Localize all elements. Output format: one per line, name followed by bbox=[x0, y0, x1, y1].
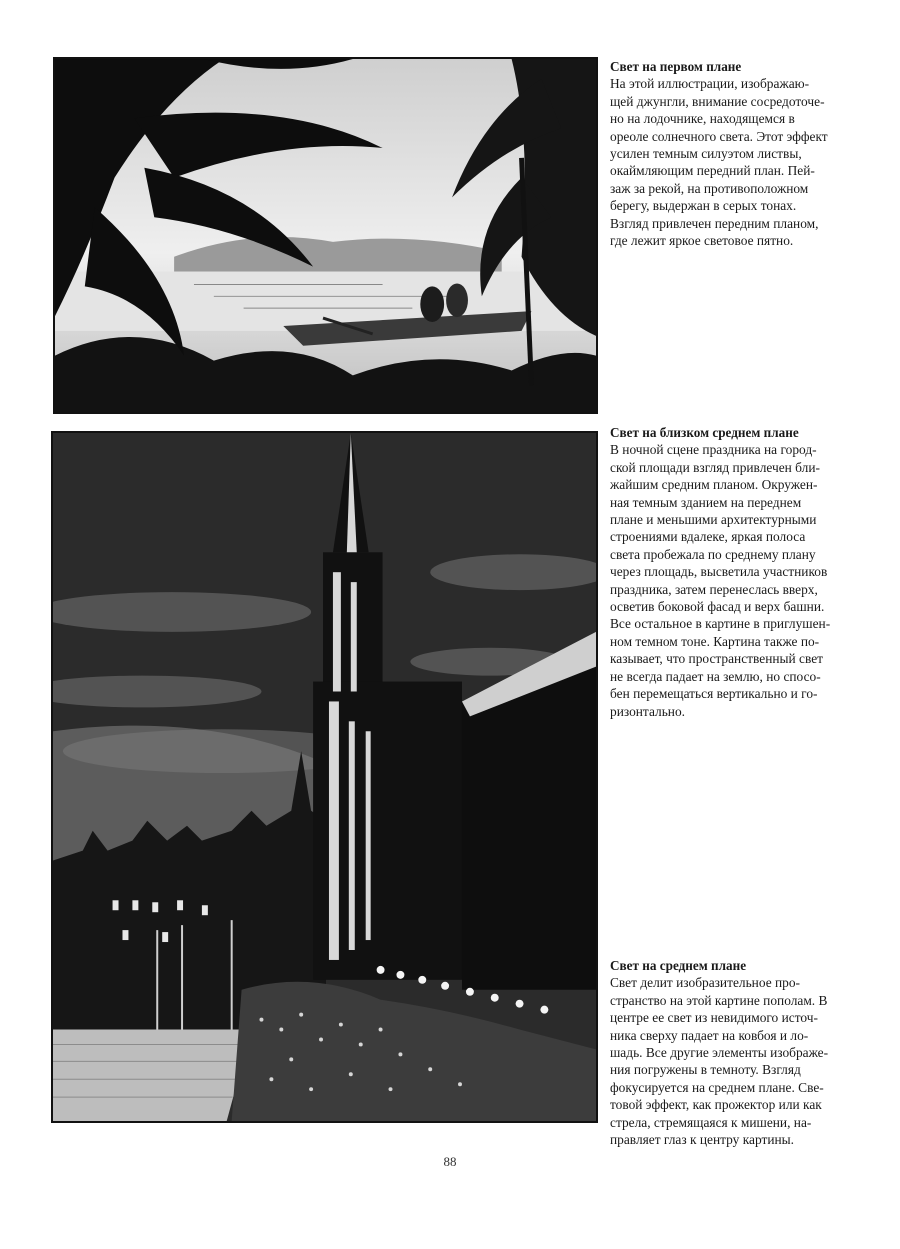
caption-line: ризонтально. bbox=[610, 703, 686, 719]
caption-line: окаймляющим передний план. Пей- bbox=[610, 163, 815, 179]
caption-line: плане и меньшими архитектурными bbox=[610, 512, 817, 528]
caption-heading: Свет на первом плане bbox=[610, 59, 742, 74]
caption-line: бен перемещаться вертикально и го- bbox=[610, 686, 818, 702]
caption-line: щей джунгли, внимание сосредоточе- bbox=[610, 93, 825, 109]
caption-line: правляет глаз к центру картины. bbox=[610, 1132, 795, 1148]
caption-line: фокусируется на среднем плане. Све- bbox=[610, 1079, 824, 1095]
caption-line: не всегда падает на землю, но спосо- bbox=[610, 668, 821, 684]
caption-foreground-light bbox=[610, 58, 868, 249]
city-square-drawing bbox=[53, 433, 596, 1121]
city-square-illustration bbox=[51, 431, 598, 1123]
caption-body bbox=[610, 75, 868, 249]
caption-line: где лежит яркое световое пятно. bbox=[610, 233, 794, 249]
caption-line: берегу, выдержан в серых тонах. bbox=[610, 198, 797, 214]
caption-line: строениями вдалеке, яркая полоса bbox=[610, 529, 806, 545]
caption-body bbox=[610, 974, 868, 1148]
caption-near-middle-light bbox=[610, 424, 868, 720]
caption-line: центре ее свет из невидимого источ- bbox=[610, 1010, 818, 1026]
jungle-illustration bbox=[53, 57, 598, 414]
caption-line: ореоле солнечного света. Этот эффект bbox=[610, 128, 828, 144]
caption-line: стрела, стремящаяся к мишени, на- bbox=[610, 1114, 812, 1130]
caption-line: но на лодочнике, находящемся в bbox=[610, 111, 795, 127]
jungle-drawing bbox=[55, 59, 596, 412]
caption-line: В ночной сцене праздника на город- bbox=[610, 442, 817, 458]
caption-line: странство на этой картине пополам. В bbox=[610, 992, 828, 1008]
caption-line: казывает, что пространственный свет bbox=[610, 651, 824, 667]
caption-line: через площадь, высветила участников bbox=[610, 564, 828, 580]
caption-line: заж за рекой, на противоположном bbox=[610, 180, 809, 196]
caption-line: ном темном тоне. Картина также по- bbox=[610, 633, 820, 649]
caption-heading: Свет на близком среднем плане bbox=[610, 425, 799, 440]
caption-line: товой эффект, как прожектор или как bbox=[610, 1097, 822, 1113]
caption-line: усилен темным силуэтом листвы, bbox=[610, 146, 802, 162]
caption-line: На этой иллюстрации, изображаю- bbox=[610, 76, 810, 92]
caption-line: ния погружены в темноту. Взгляд bbox=[610, 1062, 801, 1078]
caption-heading: Свет на среднем плане bbox=[610, 958, 747, 973]
caption-line: ная темным зданием на переднем bbox=[610, 494, 802, 510]
caption-line: света пробежала по среднему плану bbox=[610, 546, 816, 562]
caption-line: Все остальное в картине в приглушен- bbox=[610, 616, 831, 632]
caption-middle-light bbox=[610, 957, 868, 1148]
caption-line: осветив боковой фасад и верх башни. bbox=[610, 599, 825, 615]
caption-line: Свет делит изобразительное про- bbox=[610, 975, 801, 991]
caption-line: шадь. Все другие элементы изображе- bbox=[610, 1045, 829, 1061]
caption-line: праздника, затем перенеслась вверх, bbox=[610, 581, 818, 597]
caption-line: ской площади взгляд привлечен бли- bbox=[610, 459, 820, 475]
caption-line: ника сверху падает на ковбоя и ло- bbox=[610, 1027, 809, 1043]
caption-line: жайшим средним планом. Окружен- bbox=[610, 477, 818, 493]
page-number: 88 bbox=[443, 1154, 457, 1169]
caption-line: Взгляд привлечен передним планом, bbox=[610, 215, 819, 231]
caption-body bbox=[610, 441, 868, 720]
